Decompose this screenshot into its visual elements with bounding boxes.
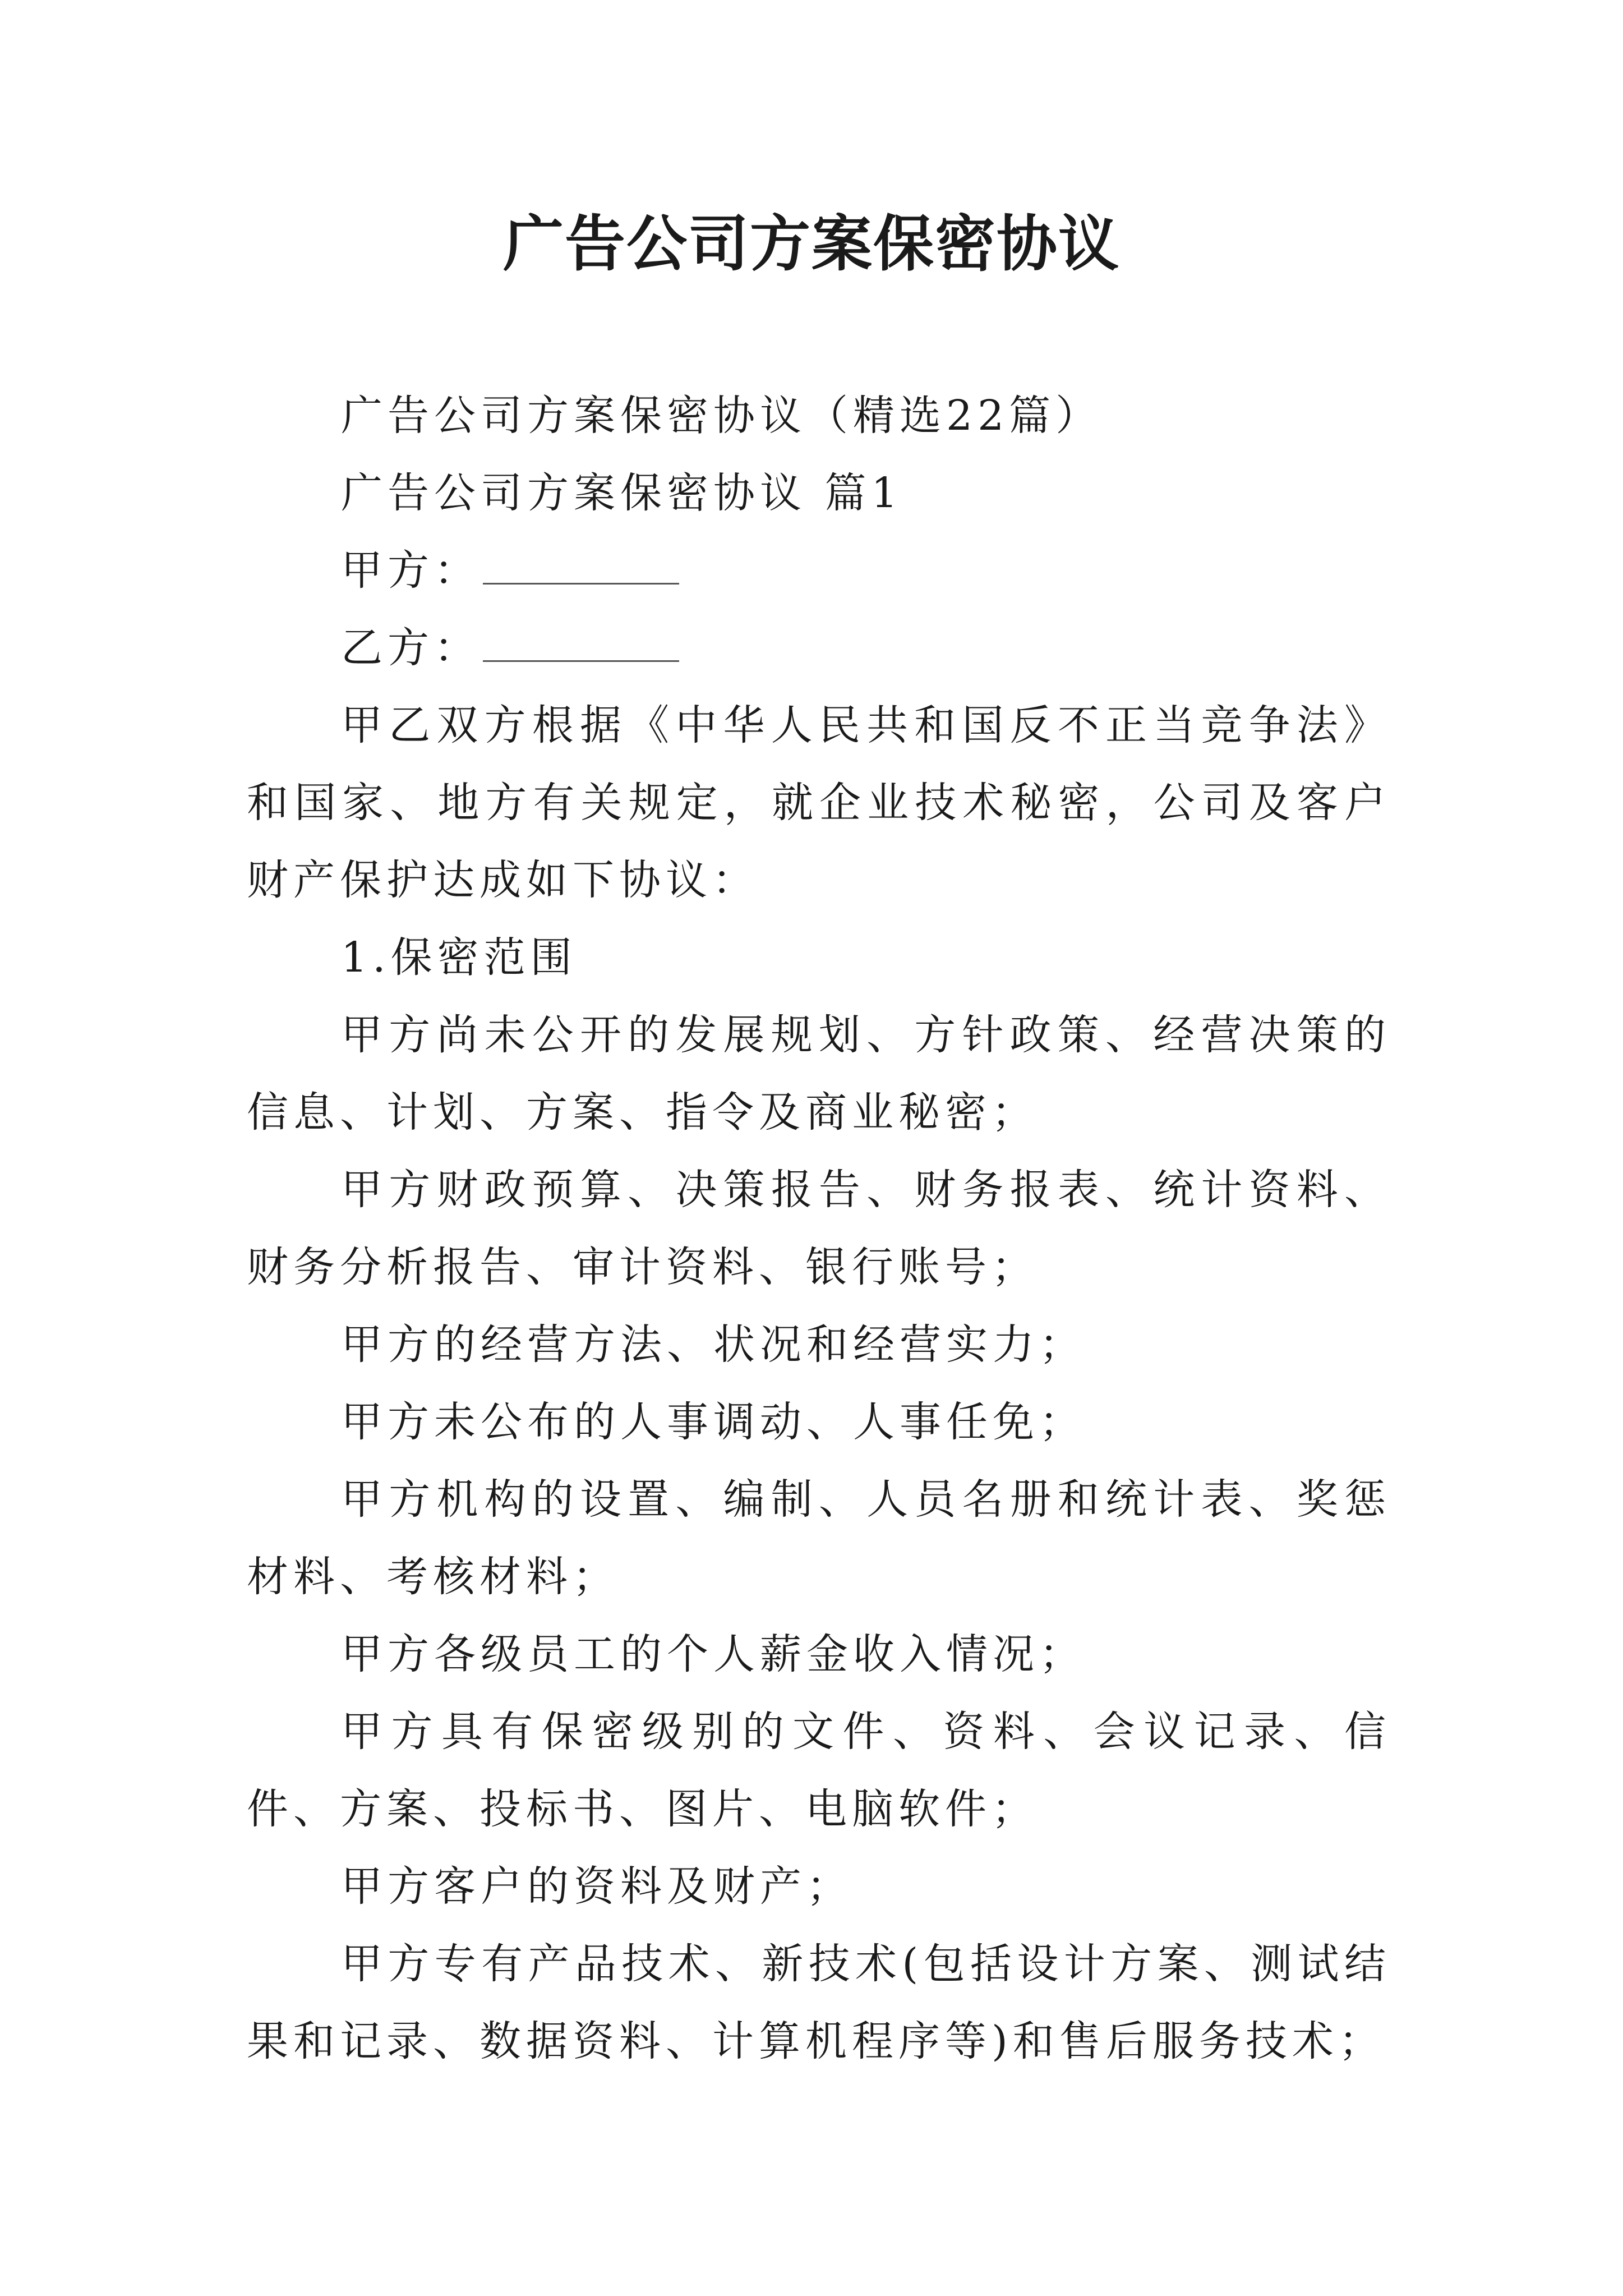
document-subtitle: 广告公司方案保密协议（精选22篇）	[341, 392, 1103, 440]
scope-item: 甲方各级员工的个人薪金收入情况；	[341, 1630, 1086, 1678]
scope-item: 甲方的经营方法、状况和经营实力；	[341, 1320, 1086, 1369]
intro-paragraph: 甲乙双方根据《中华人民共和国反不正当竞争法》和国家、地方有关规定，就企业技术秘密，公司及客户财产保护达成如下协议：	[247, 701, 1391, 904]
scope-item: 甲方专有产品技术、新技术(包括设计方案、测试结果和记录、数据资料、计算机程序等)和售后服务技术；	[247, 1940, 1391, 2065]
party-b-label: 乙方：	[341, 624, 481, 672]
scope-item: 甲方未公布的人事调动、人事任免；	[341, 1398, 1086, 1446]
scope-item: 甲方尚未公开的发展规划、方针政策、经营决策的信息、计划、方案、指令及商业秘密；	[247, 1011, 1391, 1137]
scope-heading: 1.保密范围	[341, 933, 577, 982]
document-body	[247, 377, 1391, 2080]
scope-item: 甲方具有保密级别的文件、资料、会议记录、信件、方案、投标书、图片、电脑软件；	[247, 1708, 1391, 1833]
party-a-blank	[483, 549, 679, 585]
scope-item: 甲方机构的设置、编制、人员名册和统计表、奖惩材料、考核材料；	[247, 1475, 1391, 1601]
scope-item: 甲方客户的资料及财产；	[341, 1862, 853, 1911]
party-a-line	[247, 532, 1391, 609]
party-b-blank	[483, 627, 679, 662]
scope-item: 甲方财政预算、决策报告、财务报表、统计资料、财务分析报告、审计资料、银行账号；	[247, 1166, 1391, 1291]
party-b-line	[247, 609, 1391, 687]
party-a-label: 甲方：	[341, 546, 481, 595]
section-heading: 广告公司方案保密协议 篇1	[341, 469, 903, 517]
document-title: 广告公司方案保密协议	[502, 209, 1120, 279]
